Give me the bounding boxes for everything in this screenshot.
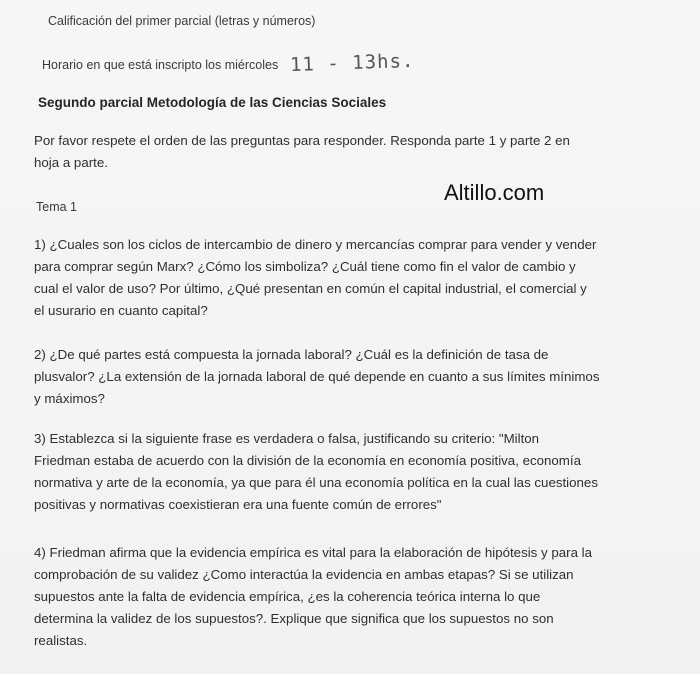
question-4 (34, 542, 674, 652)
exam-title: Segundo parcial Metodología de las Ciencias Sociales (38, 95, 387, 110)
schedule-row (42, 49, 415, 77)
topic-label: Tema 1 (36, 200, 77, 214)
question-line: determina la validez de los supuestos?. Explique que significa que los supuestos no son (34, 611, 554, 626)
question-line: 3) Establezca si la siguiente frase es verdadera o falsa, justificando su criterio: "Milton (34, 431, 540, 446)
question-line: positivas y normativas coexistieran era una fuente común de errores" (34, 497, 442, 512)
question-3 (34, 428, 674, 516)
question-line: el usurario en cuanto capital? (34, 303, 208, 318)
schedule-label: Horario en que está inscripto los miércoles (42, 58, 279, 72)
question-line: 4) Friedman afirma que la evidencia empírica es vital para la elaboración de hipótesis y para la (34, 545, 593, 560)
schedule-handwritten: 11 - 13hs. (289, 49, 415, 77)
instructions-line: hoja a parte. (34, 155, 108, 170)
question-line: cual el valor de uso? Por último, ¿Qué presentan en común el capital industrial, el comercial y (34, 281, 587, 296)
question-line: 2) ¿De qué partes está compuesta la jornada laboral? ¿Cuál es la definición de tasa de (34, 347, 549, 362)
watermark: Altillo.com (444, 180, 545, 205)
question-line: 1) ¿Cuales son los ciclos de intercambio de dinero y mercancías comprar para vender y vender (34, 237, 597, 252)
question-line: normativa y arte de la economía, ya que para él una economía política en la cual las cuestiones (34, 475, 598, 490)
instructions (34, 130, 674, 174)
question-line: plusvalor? ¿La extensión de la jornada laboral de qué depende en cuanto a sus límites mínimos (34, 369, 600, 384)
grade-label: Calificación del primer parcial (letras y números) (48, 14, 316, 28)
instructions-line: Por favor respete el orden de las preguntas para responder. Responda parte 1 y parte 2 en (34, 133, 570, 148)
question-line: comprobación de su validez ¿Como interactúa la evidencia en ambas etapas? Si se utilizan (34, 567, 574, 582)
question-line: Friedman estaba de acuerdo con la división de la economía en economía positiva, economía (34, 453, 581, 468)
question-2 (34, 344, 674, 410)
question-line: para comprar según Marx? ¿Cómo los simboliza? ¿Cuál tiene como fin el valor de cambio y (34, 259, 576, 274)
question-line: y máximos? (34, 391, 105, 406)
question-line: supuestos ante la falta de evidencia empírica, ¿es la coherencia teórica interna lo que (34, 589, 541, 604)
question-1 (34, 234, 674, 322)
question-line: realistas. (34, 633, 88, 648)
